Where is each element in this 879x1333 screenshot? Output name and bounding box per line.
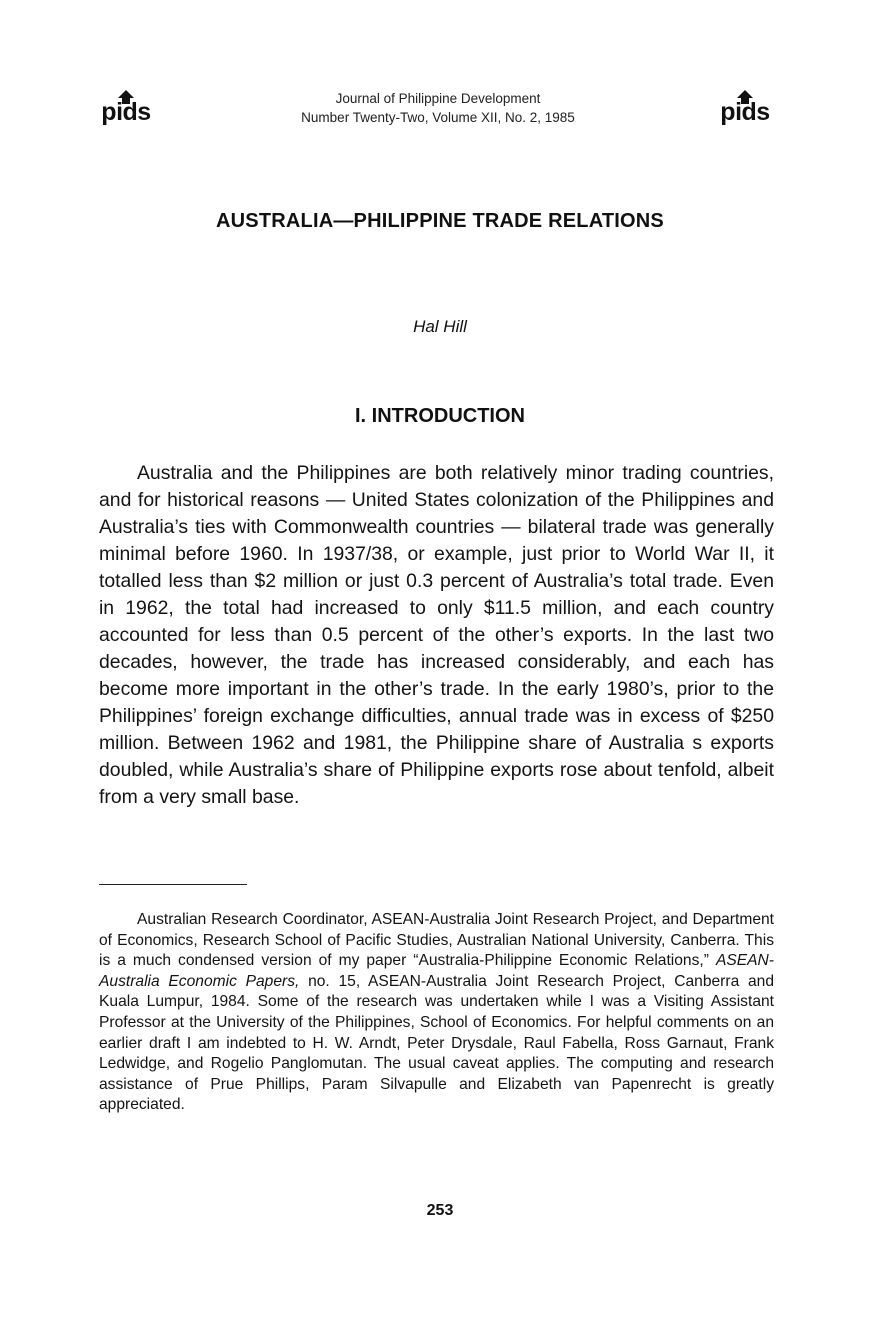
section-heading: I. INTRODUCTION (355, 405, 525, 427)
pids-logo-text: pids (720, 98, 770, 126)
footnote (99, 910, 774, 1116)
footnote-divider (99, 884, 247, 885)
paper-title: AUSTRALIA—PHILIPPINE TRADE RELATIONS (216, 210, 664, 232)
journal-issue: Number Twenty-Two, Volume XII, No. 2, 1985 (301, 110, 575, 125)
footnote-text-start: Australian Research Coordinator, ASEAN-Australia Joint Research Project, and Department of Economics, Research School of Pacific Studies, Australian National University, Canberra. This is a much condensed version of my paper “Australia-Philippine Economic Relations,” (99, 911, 774, 970)
pids-logo-left (97, 90, 155, 124)
page-number: 253 (426, 1202, 454, 1219)
journal-header (240, 89, 636, 127)
pids-logo-text: pids (101, 98, 151, 126)
journal-name: Journal of Philippine Development (335, 91, 541, 106)
footnote-text-end: no. 15, ASEAN-Australia Joint Research Project, Canberra and Kuala Lumpur, 1984. Some of the research was undertaken while I was a Visiting Assistant Professor at the University of the Philippines, School of Economics. For helpful comments on an earlier draft I am indebted to H. W. Arndt, Peter Drysdale, Raul Fabella, Ross Garnaut, Frank Ledwidge, and Rogelio Panglomutan. The usual caveat applies. The computing and research assistance of Prue Phillips, Param Silvapulle and Elizabeth van Papenrecht is greatly appreciated. (99, 972, 774, 1114)
pids-logo-right (716, 90, 774, 124)
author-name: Hal Hill (413, 317, 467, 336)
footnote-cited-journal: ASEAN-Australia Economic Papers, (99, 952, 774, 990)
intro-paragraph: Australia and the Philippines are both relatively minor trading countries, and for historical reasons — United States colonization of the Philippines and Australia’s ties with Commonwealth countries — bilateral trade was generally minimal before 1960. In 1937/38, or example, just prior to World War II, it totalled less than $2 million or just 0.3 percent of Australia’s total trade. Even in 1962, the total had increased to only $11.5 million, and each country accounted for less than 0.5 percent of the other’s exports. In the last two decades, however, the trade has increased considerably, and each has become more important in the other’s trade. In the early 1980’s, prior to the Philippines’ foreign exchange difficulties, annual trade was in excess of $250 million. Between 1962 and 1981, the Philippine share of Australia s exports doubled, while Australia’s share of Philippine exports rose about tenfold, albeit from a very small base. (99, 462, 774, 808)
